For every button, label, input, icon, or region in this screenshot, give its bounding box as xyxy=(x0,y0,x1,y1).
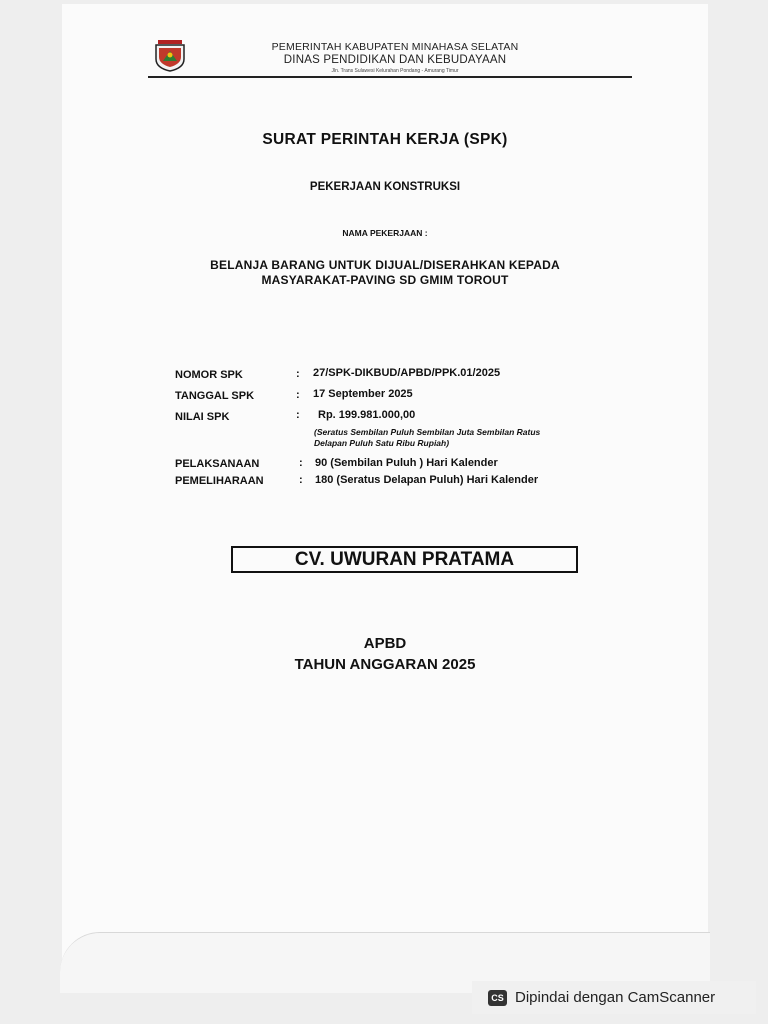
nilai-spk-colon: : xyxy=(296,409,300,421)
camscanner-icon: CS xyxy=(488,990,507,1006)
nilai-terbilang-line-1: (Seratus Sembilan Puluh Sembilan Juta Sembilan Ratus xyxy=(314,427,541,437)
tanggal-spk-label: TANGGAL SPK xyxy=(175,390,255,402)
job-name-line-2: MASYARAKAT-PAVING SD GMIM TOROUT xyxy=(261,273,509,287)
nomor-spk-colon: : xyxy=(296,368,300,380)
document-subtitle: PEKERJAAN KONSTRUKSI xyxy=(309,181,461,193)
nomor-spk-value: 27/SPK-DIKBUD/APBD/PPK.01/2025 xyxy=(313,367,501,379)
document-title: SURAT PERINTAH KERJA (SPK) xyxy=(262,131,508,148)
pelaksanaan-colon: : xyxy=(299,457,303,469)
pemeliharaan-value: 180 (Seratus Delapan Puluh) Hari Kalender xyxy=(315,474,539,486)
nomor-spk-label: NOMOR SPK xyxy=(175,369,243,381)
header-divider xyxy=(148,76,632,78)
office-address: Jln. Trans Sulawesi Kelurahan Pondang - Amurang Timur xyxy=(331,68,459,74)
job-name-line-1: BELANJA BARANG UNTUK DIJUAL/DISERAHKAN KEPADA xyxy=(210,258,560,272)
funding-source: APBD xyxy=(363,635,407,652)
job-name-label: NAMA PEKERJAAN : xyxy=(342,228,428,238)
government-header: PEMERINTAH KABUPATEN MINAHASA SELATAN xyxy=(271,41,519,53)
department-header: DINAS PENDIDIKAN DAN KEBUDAYAAN xyxy=(283,54,507,66)
pemeliharaan-label: PEMELIHARAAN xyxy=(175,475,264,487)
pelaksanaan-label: PELAKSANAAN xyxy=(175,458,260,470)
pelaksanaan-value: 90 (Sembilan Puluh ) Hari Kalender xyxy=(315,457,498,469)
camscanner-label: Dipindai dengan CamScanner xyxy=(515,989,716,1006)
nilai-spk-value: Rp. 199.981.000,00 xyxy=(318,409,416,421)
regency-emblem-icon xyxy=(153,39,187,72)
camscanner-watermark xyxy=(472,981,756,1014)
contractor-name: CV. UWURAN PRATAMA xyxy=(231,546,578,573)
nilai-spk-label: NILAI SPK xyxy=(175,411,230,423)
fiscal-year: TAHUN ANGGARAN 2025 xyxy=(294,656,476,673)
tanggal-spk-value: 17 September 2025 xyxy=(313,388,413,400)
nilai-terbilang-line-2: Delapan Puluh Satu Ribu Rupiah) xyxy=(314,438,450,448)
pemeliharaan-colon: : xyxy=(299,474,303,486)
tanggal-spk-colon: : xyxy=(296,389,300,401)
